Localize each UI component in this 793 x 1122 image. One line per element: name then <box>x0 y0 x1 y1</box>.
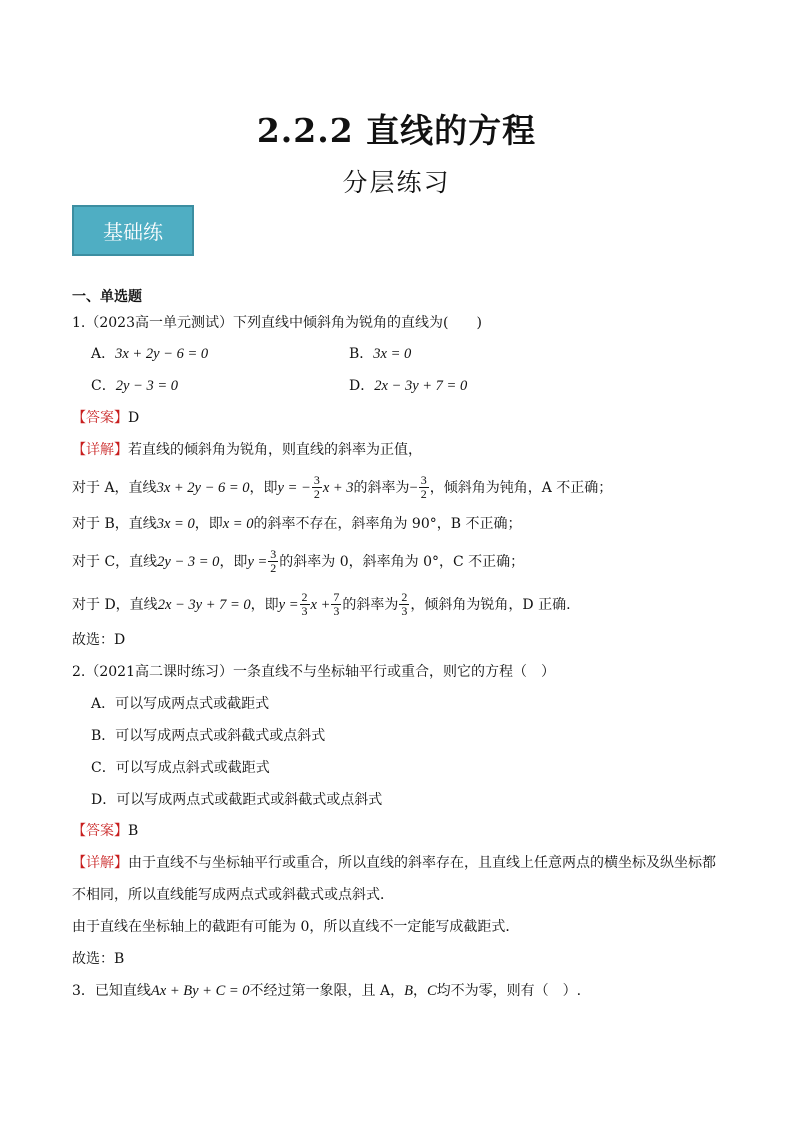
q2-detail-1: 【详解】由于直线不与坐标轴平行或重合，所以直线的斜率存在，且直线上任意两点的横坐标及纵坐标都 <box>72 855 716 871</box>
q1-detail-tag: 【详解】 <box>72 442 128 458</box>
fraction: $\frac{7}{3}$ <box>333 590 340 618</box>
q1-option-b <box>349 344 411 364</box>
q1-option-d-eq: 2x − 3y + 7 = 0 <box>374 378 468 394</box>
level-badge: 基础练 <box>72 205 194 256</box>
q2-option-a: A．可以写成两点式或截距式 <box>91 696 270 712</box>
fraction: $\frac{2}{3}$ <box>401 590 408 618</box>
q1-option-a-label: A． <box>91 346 116 362</box>
q1-answer <box>72 408 139 428</box>
q2-detail-tag: 【详解】 <box>72 855 128 871</box>
q1-option-d <box>349 376 467 396</box>
q1-stem: 1.（2023高一单元测试）下列直线中倾斜角为锐角的直线为( ) <box>72 315 482 331</box>
q2-answer <box>72 821 138 841</box>
q2-option-c: C．可以写成点斜式或截距式 <box>91 760 270 776</box>
page-title: 2.2.2 直线的方程 <box>256 111 537 150</box>
fraction: $\frac{3}{2}$ <box>420 473 427 501</box>
q1-option-a-eq: 3x + 2y − 6 = 0 <box>115 346 209 362</box>
q2-detail-3: 由于直线在坐标轴上的截距有可能为 0，所以直线不一定能写成截距式． <box>72 919 520 935</box>
section-heading: 一、单选题 <box>72 289 142 305</box>
q2-choose: 故选：B <box>72 951 125 967</box>
q3-stem: 3．已知直线 Ax + By + C = 0 不经过第一象限，且 A， B ， C 均不为零，则有（ ）. <box>72 983 582 999</box>
page-subtitle: 分层练习 <box>342 168 451 197</box>
q1-choose: 故选：D <box>72 632 126 648</box>
q1-option-c-eq: 2y − 3 = 0 <box>115 378 178 394</box>
q1-option-a <box>91 344 208 364</box>
q1-option-b-eq: 3x = 0 <box>373 346 412 362</box>
q1-option-c-label: C． <box>91 378 116 394</box>
q1-line-b: 对于 B，直线 3x = 0 ，即 x = 0 的斜率不存在，斜率角为 90°，B 不正确； <box>72 516 522 532</box>
q2-detail-2: 不相同，所以直线能写成两点式或斜截式或点斜式． <box>72 887 394 903</box>
q1-option-c <box>91 376 178 396</box>
q1-line-d: 对于 D，直线 2x − 3y + 7 = 0 ，即 y = $\frac{2}{3}$ x + $\frac{7}{3}$ 的斜率为 $\frac{2}{3}$ ，倾斜角为锐角，D 正确. <box>72 590 571 618</box>
q1-answer-value: D <box>128 410 140 426</box>
fraction: $\frac{3}{2}$ <box>313 473 320 501</box>
q1-answer-tag: 【答案】 <box>72 410 128 426</box>
q1-line-a: 对于 A，直线 3x + 2y − 6 = 0 ，即 y = − $\frac{3}{2}$ x + 3 的斜率为 − $\frac{3}{2}$ ，倾斜角为钝角，A 不正确； <box>72 473 613 501</box>
q1-option-b-label: B． <box>349 346 374 362</box>
q1-option-d-label: D． <box>349 378 375 394</box>
q2-option-d: D．可以写成两点式或截距式或斜截式或点斜式 <box>91 792 383 808</box>
q2-answer-value: B <box>128 823 139 839</box>
q2-stem: 2.（2021高二课时练习）一条直线不与坐标轴平行或重合，则它的方程（ ） <box>72 664 555 680</box>
q1-detail-intro: 【详解】若直线的倾斜角为锐角，则直线的斜率为正值， <box>72 442 422 458</box>
fraction: $\frac{2}{3}$ <box>301 590 308 618</box>
fraction: $\frac{3}{2}$ <box>270 547 277 575</box>
q2-option-b: B．可以写成两点式或斜截式或点斜式 <box>91 728 326 744</box>
q2-answer-tag: 【答案】 <box>72 823 128 839</box>
q1-line-c: 对于 C，直线 2y − 3 = 0 ，即 y = $\frac{3}{2}$ 的斜率为 0，斜率角为 0°，C 不正确； <box>72 547 525 575</box>
